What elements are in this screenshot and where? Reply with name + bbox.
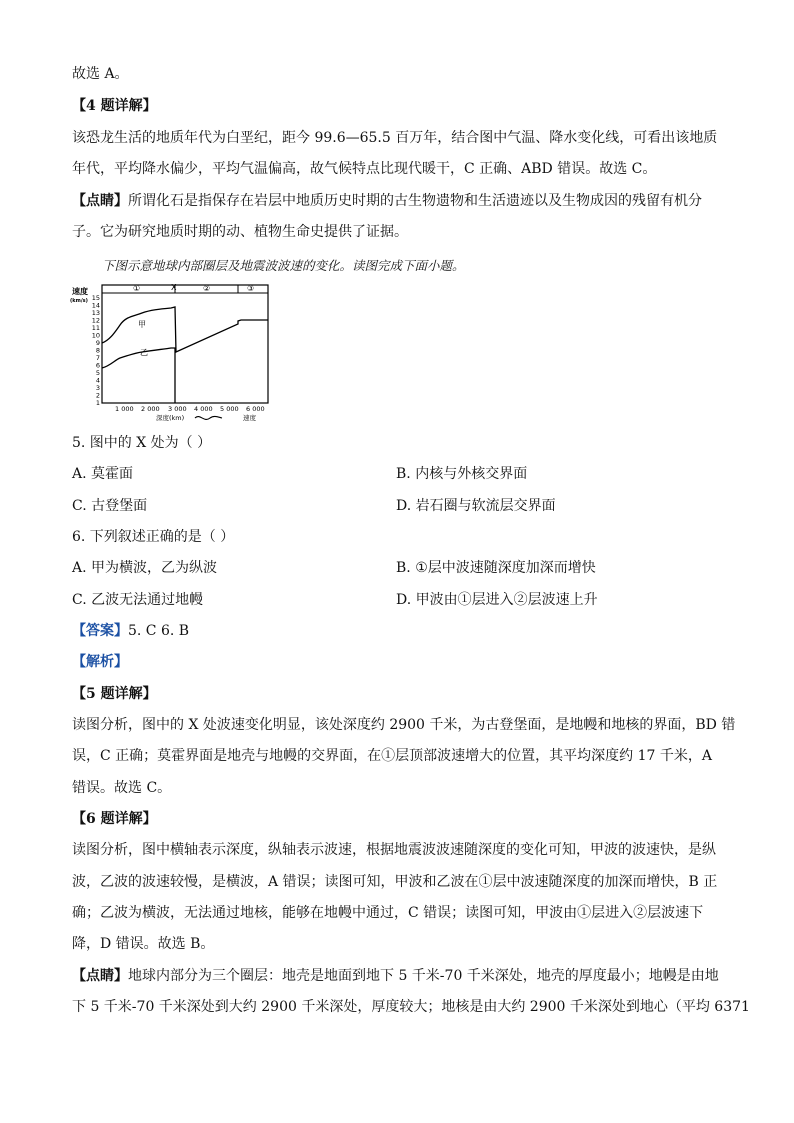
y-tick: 13 [91, 309, 100, 317]
y-ticks [92, 294, 100, 407]
text-line: 下 5 千米-70 千米深处到大约 2900 千米深处，厚度较大；地核是由大约 2900 千米深处到地心（平均 6371 [72, 999, 750, 1015]
layer-label-2: ② [203, 284, 211, 293]
seismic-wave-figure [70, 280, 280, 425]
curve-label-yi: 乙 [140, 348, 148, 357]
legend-wave-symbol [195, 416, 222, 419]
x-tick: 1 000 [115, 405, 134, 413]
text-line: 子。它为研究地质时期的动、植物生命史提供了证据。 [72, 224, 408, 240]
x-tick: 4 000 [194, 405, 213, 413]
layer-label-1: ① [133, 284, 141, 293]
x-ticks [115, 405, 265, 413]
y-tick: 2 [95, 391, 100, 400]
question-6: 6. 下列叙述正确的是（ ） [72, 529, 235, 545]
legend-label: 速度 [243, 414, 256, 422]
figure-caption: 下图示意地球内部圈层及地震波波速的变化。读图完成下面小题。 [102, 258, 465, 273]
text-line: 错误。故选 C。 [72, 780, 172, 796]
y-tick: 14 [91, 301, 100, 310]
section-heading: 【6 题详解】 [72, 811, 157, 827]
text-line: 读图分析，图中的 X 处波速变化明显，该处深度约 2900 千米，为古登堡面，是地幔和地核的界面，BD 错 [72, 717, 736, 733]
answer-line [72, 621, 189, 641]
text-line: 波，乙波的波速较慢，是横波，A 错误；读图可知，甲波和乙波在①层中波速随深度的加深而增快，B 正 [72, 874, 718, 890]
y-tick: 15 [91, 294, 100, 302]
text-line: 确；乙波为横波，无法通过地核，能够在地幔中通过，C 错误；读图可知，甲波由①层进入②层波速下 [72, 905, 704, 921]
option-5d: D. 岩石圈与软流层交界面 [396, 498, 556, 514]
option-6c: C. 乙波无法通过地幔 [72, 592, 204, 608]
y-tick: 8 [95, 346, 100, 355]
y-axis-unit: (km/s) [70, 298, 88, 304]
section-heading: 【4 题详解】 [72, 98, 157, 114]
option-5b: B. 内核与外核交界面 [396, 466, 528, 482]
x-tick: 3 000 [168, 405, 187, 413]
analysis-heading: 【解析】 [72, 654, 128, 670]
note-text: 所谓化石是指保存在岩层中地质历史时期的古生物遗物和生活遗迹以及生物成因的残留有机分 [128, 193, 702, 209]
option-5a: A. 莫霍面 [72, 466, 134, 482]
y-tick: 12 [91, 316, 100, 325]
layer-label-x: X [171, 283, 177, 292]
option-6a: A. 甲为横波，乙为纵波 [72, 560, 218, 576]
answer-tag: 【答案】 [72, 623, 128, 639]
option-6b: B. ①层中波速随深度加深而增快 [396, 560, 596, 576]
y-tick: 11 [91, 324, 100, 332]
y-tick: 9 [95, 339, 100, 347]
y-tick: 5 [95, 369, 100, 377]
y-tick: 4 [95, 376, 100, 385]
text-line [72, 966, 719, 986]
note-text: 地球内部分为三个圈层：地壳是地面到地下 5 千米-70 千米深处，地壳的厚度最小；地幔是由地 [128, 968, 719, 984]
option-6d: D. 甲波由①层进入②层波速上升 [396, 592, 598, 608]
x-tick: 5 000 [220, 405, 239, 413]
text-line [72, 191, 702, 211]
y-tick: 6 [95, 361, 100, 370]
text-line: 误，C 正确；莫霍界面是地壳与地幔的交界面，在①层顶部波速增大的位置，其平均深度约 17 千米，A [72, 748, 712, 764]
wave-yi-curve [102, 348, 175, 403]
section-heading: 【5 题详解】 [72, 686, 157, 702]
y-tick: 3 [95, 384, 100, 392]
text-line: 故选 A。 [72, 66, 129, 82]
plot-frame [102, 285, 268, 403]
note-tag: 【点睛】 [72, 193, 128, 209]
curve-label-jia: 甲 [138, 320, 146, 329]
x-tick: 2 000 [141, 405, 160, 413]
text-line: 降，D 错误。故选 B。 [72, 936, 215, 952]
y-tick: 7 [95, 354, 100, 362]
wave-jia-curve [102, 307, 268, 352]
x-axis-label: 深度(km) [156, 414, 185, 422]
answer-value: 5. C 6. B [128, 623, 190, 639]
text-line: 年代，平均降水偏少，平均气温偏高，故气候特点比现代暖干，C 正确、ABD 错误。故选 C。 [72, 161, 657, 177]
layer-label-3: ③ [247, 284, 255, 293]
note-tag: 【点睛】 [72, 968, 128, 984]
option-5c: C. 古登堡面 [72, 498, 148, 514]
y-tick: 10 [91, 331, 100, 340]
question-5: 5. 图中的 X 处为（ ） [72, 435, 212, 451]
y-axis-label: 速度 [72, 287, 88, 296]
text-line: 该恐龙生活的地质年代为白垩纪，距今 99.6—65.5 百万年，结合图中气温、降水变化线，可看出该地质 [72, 130, 718, 146]
y-tick: 1 [95, 399, 100, 407]
text-line: 读图分析，图中横轴表示深度，纵轴表示波速，根据地震波波速随深度的变化可知，甲波的波速快，是纵 [72, 842, 716, 858]
x-tick: 6 000 [246, 405, 265, 413]
